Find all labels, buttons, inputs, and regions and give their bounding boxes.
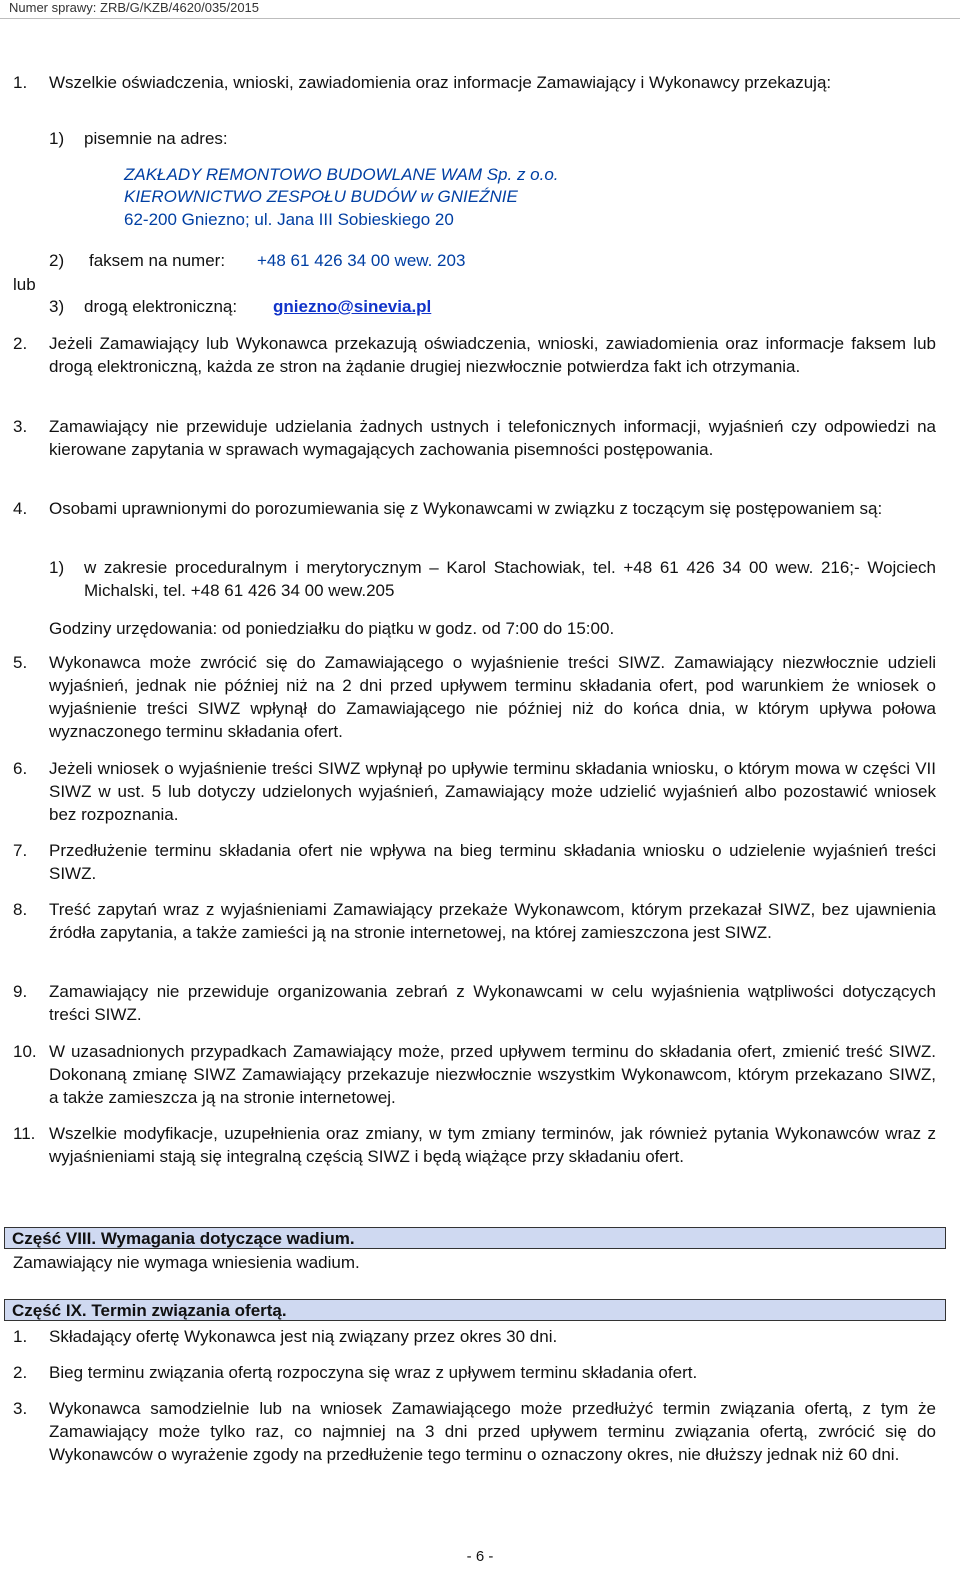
item-number: 5. — [13, 653, 28, 672]
company-unit: KIEROWNICTWO ZESPOŁU BUDÓW w GNIEŹNIE — [124, 187, 518, 206]
fax-label: faksem na numer: — [89, 251, 226, 270]
section-heading-bar — [4, 1227, 946, 1249]
subitem-number: 1) — [49, 129, 65, 148]
item-number: 1. — [13, 1327, 28, 1346]
item-number: 6. — [13, 759, 28, 778]
item-2-text: Jeżeli Zamawiający lub Wykonawca przekazują oświadczenia, wnioski, zawiadomienia oraz informacje faksem lub drogą elektroniczną, każda ze stron na żądanie drugiej niezwłocznie potwierdza fakt ich otrzymania. — [49, 334, 936, 376]
subitem-number: 3) — [49, 297, 65, 316]
company-name: ZAKŁADY REMONTOWO BUDOWLANE WAM Sp. z o.o. — [124, 165, 559, 184]
item-number: 7. — [13, 841, 28, 860]
item-number: 4. — [13, 499, 28, 518]
office-hours: Godziny urzędowania: od poniedziałku do piątku w godz. od 7:00 do 15:00. — [49, 619, 615, 638]
email-link[interactable]: gniezno@sinevia.pl — [273, 297, 432, 316]
item-4-text: Osobami uprawnionymi do porozumiewania się z Wykonawcami w związku z toczącym się postępowaniem są: — [49, 499, 883, 518]
section-8-heading: Część VIII. Wymagania dotyczące wadium. — [12, 1229, 355, 1248]
item-number: 2. — [13, 1363, 28, 1382]
item-10-text: W uzasadnionych przypadkach Zamawiający może, przed upływem terminu do składania ofert, zmienić treść SIWZ. Dokonaną zmianę SIWZ Zamawiający przekazuje niezwłocznie wszystkim Wykonawcom, którym przekazano SIWZ, a także zamieszcza ją na stronie internetowej. — [49, 1042, 936, 1107]
section-9-heading: Część IX. Termin związania ofertą. — [12, 1301, 287, 1320]
item-7-text: Przedłużenie terminu składania ofert nie wpływa na bieg terminu składania wniosku o udzielenie wyjaśnień treści SIWZ. — [49, 841, 936, 883]
or-label: lub — [13, 275, 36, 294]
item-number: 10. — [13, 1042, 37, 1061]
item-number: 11. — [13, 1124, 36, 1143]
item-6-text: Jeżeli wniosek o wyjaśnienie treści SIWZ wpłynął po upływie terminu składania wniosku, o którym mowa w części VII SIWZ w ust. 5 lub dotyczy udzielonych wyjaśnień, Zamawiający może udzielić wyjaśnień albo pozostawić wniosek bez rozpoznania. — [49, 759, 936, 824]
fax-number: +48 61 426 34 00 wew. 203 — [257, 251, 466, 270]
item-number: 1. — [13, 73, 28, 92]
binding-item-3: Wykonawca samodzielnie lub na wniosek Zamawiającego może przedłużyć termin związania ofertą, z tym że Zamawiający może tylko raz, co najmniej na 3 dni przed upływem terminu związania ofertą, zwrócić się do Wykonawców o wyrażenie zgody na przedłużenie tego terminu o oznaczony okres, nie dłuższy jednak niż 60 dni. — [49, 1399, 936, 1464]
item-9-text: Zamawiający nie przewiduje organizowania zebrań z Wykonawcami w celu wyjaśnienia wątpliwości dotyczących treści SIWZ. — [49, 982, 936, 1024]
contact-persons: w zakresie proceduralnym i merytorycznym – Karol Stachowiak, tel. +48 61 426 34 00 wew. 216;- Wojciech Michalski, tel. +48 61 426 34 00 wew.205 — [84, 558, 936, 600]
item-number: 3. — [13, 1399, 28, 1418]
subitem-number: 1) — [49, 558, 65, 577]
item-11-text: Wszelkie modyfikacje, uzupełnienia oraz zmiany, w tym zmiany terminów, jak również pytania Wykonawców wraz z wyjaśnieniami stają się integralną częścią SIWZ i będą wiążące przy składaniu ofert. — [49, 1124, 936, 1166]
email-label: drogą elektroniczną: — [84, 297, 238, 316]
item-number: 9. — [13, 982, 28, 1001]
item-number: 3. — [13, 417, 28, 436]
address-label: pisemnie na adres: — [84, 129, 228, 148]
item-1-text: Wszelkie oświadczenia, wnioski, zawiadomienia oraz informacje Zamawiający i Wykonawcy przekazują: — [49, 73, 832, 92]
page-number: - 6 - — [466, 1548, 494, 1565]
subitem-number: 2) — [49, 251, 65, 270]
section-heading-bar — [4, 1299, 946, 1321]
company-address: 62-200 Gniezno; ul. Jana III Sobieskiego 20 — [124, 210, 454, 229]
binding-item-2: Bieg terminu związania ofertą rozpoczyna się wraz z upływem terminu składania ofert. — [49, 1363, 698, 1382]
item-number: 8. — [13, 900, 28, 919]
item-number: 2. — [13, 334, 28, 353]
item-3-text: Zamawiający nie przewiduje udzielania żadnych ustnych i telefonicznych informacji, wyjaśnień czy odpowiedzi na kierowane zapytania w sprawach wymagających zachowania pisemności postępowania. — [49, 417, 936, 459]
item-5-text: Wykonawca może zwrócić się do Zamawiającego o wyjaśnienie treści SIWZ. Zamawiający niezwłocznie udzieli wyjaśnień, jednak nie później niż na 2 dni przed upływem terminu składania ofert, pod warunkiem że wniosek o wyjaśnienie treści SIWZ wpłynął do Zamawiającego nie później niż do końca dnia, w którym upływa połowa wyznaczonego terminu składania ofert. — [49, 653, 936, 741]
section-8-text: Zamawiający nie wymaga wniesienia wadium. — [13, 1253, 360, 1272]
binding-item-1: Składający ofertę Wykonawca jest nią związany przez okres 30 dni. — [49, 1327, 558, 1346]
case-number: Numer sprawy: ZRB/G/KZB/4620/035/2015 — [9, 0, 260, 15]
item-8-text: Treść zapytań wraz z wyjaśnieniami Zamawiający przekaże Wykonawcom, którym przekazał SIWZ, bez ujawnienia źródła zapytania, a także zamieści ją na stronie internetowej, na której zamieszczona jest SIWZ. — [49, 900, 936, 942]
running-header — [0, 0, 960, 19]
